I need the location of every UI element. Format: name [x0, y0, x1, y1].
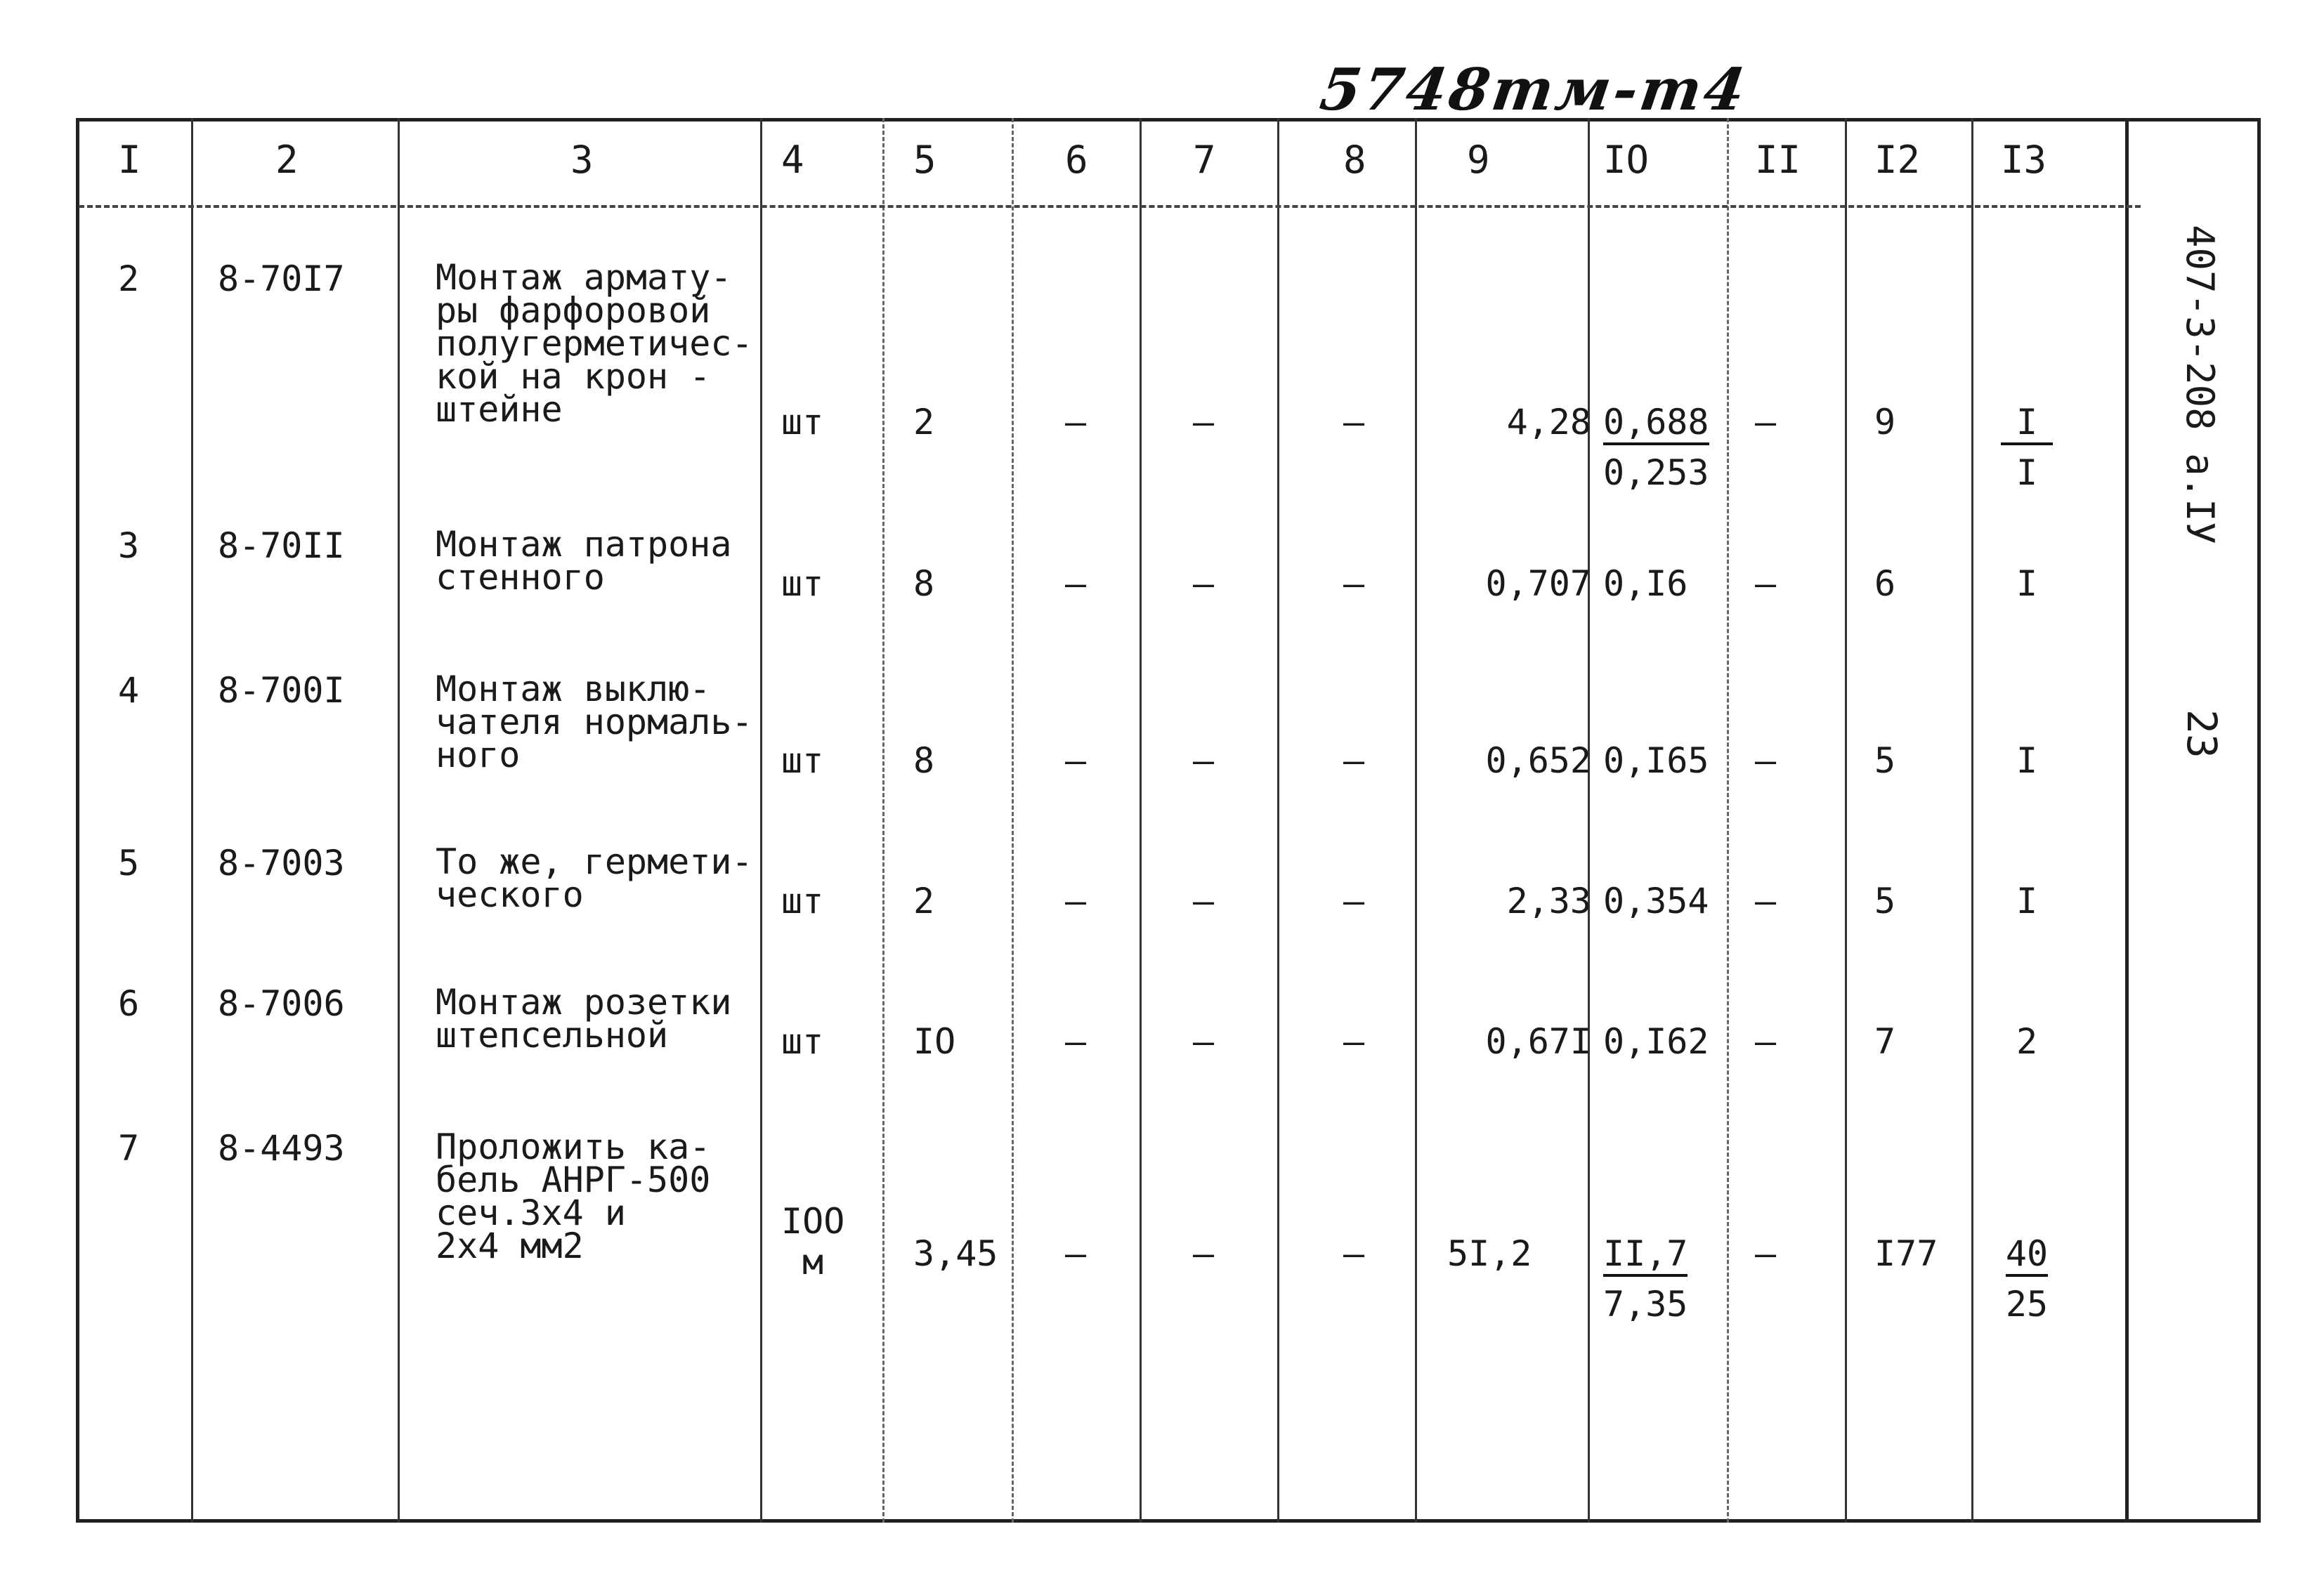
col-7-value: –	[1193, 740, 1215, 781]
fraction-denominator: 7,35	[1603, 1284, 1688, 1325]
col-11-value: –	[1755, 740, 1777, 781]
project-code: 407-3-208 а.IУ	[2178, 225, 2222, 545]
col-13-value: I	[2016, 881, 2038, 921]
col-11-value: –	[1755, 1233, 1777, 1274]
header-col-9: 9	[1467, 138, 1490, 182]
unit: шт	[781, 881, 824, 921]
col-9-value: 4,28	[1506, 402, 1591, 442]
unit-line-1: IOO	[781, 1201, 845, 1242]
column-divider	[760, 118, 762, 1523]
row-number: 3	[118, 525, 140, 566]
unit-line-2: м	[802, 1242, 824, 1282]
header-col-8: 8	[1343, 138, 1366, 182]
col-9-value: 0,67I	[1485, 1021, 1591, 1062]
fraction-denominator: I	[2016, 452, 2038, 493]
col-8-value: –	[1343, 1233, 1365, 1274]
quantity: IO	[913, 1021, 956, 1062]
col-7-value: –	[1193, 881, 1215, 921]
col-12-value: 6	[1874, 563, 1896, 604]
page-number: 23	[2178, 709, 2226, 759]
col-9-value: 0,652	[1485, 740, 1591, 781]
col-13-fraction	[1988, 1233, 2065, 1325]
col-6-value: –	[1065, 881, 1087, 921]
header-col-1: I	[118, 138, 141, 182]
col-13-value: I	[2016, 740, 2038, 781]
unit	[781, 1201, 845, 1282]
rate-code: 8-70I7	[218, 258, 345, 299]
table-frame	[76, 118, 2261, 1523]
fraction-numerator: 40	[2006, 1236, 2048, 1277]
header-col-7: 7	[1193, 138, 1216, 182]
col-6-value: –	[1065, 740, 1087, 781]
rate-code: 8-700I	[218, 670, 345, 711]
col-12-value: I77	[1874, 1233, 1938, 1274]
col-8-value: –	[1343, 881, 1365, 921]
row-number: 4	[118, 670, 140, 711]
col-13-value: 2	[2016, 1021, 2038, 1062]
col-6-value: –	[1065, 1021, 1087, 1062]
fraction-numerator: I	[2001, 405, 2053, 445]
header-col-12: I2	[1874, 138, 1921, 182]
quantity: 2	[913, 881, 935, 921]
column-divider	[1140, 118, 1142, 1523]
header-col-10: IO	[1603, 138, 1650, 182]
col-8-value: –	[1343, 402, 1365, 442]
col-13-fraction	[1988, 402, 2065, 493]
row-number: 6	[118, 983, 140, 1024]
col-6-value: –	[1065, 563, 1087, 604]
col-10-value: 0,I62	[1603, 1021, 1709, 1062]
column-divider	[398, 118, 400, 1523]
col-8-value: –	[1343, 740, 1365, 781]
col-8-value: –	[1343, 563, 1365, 604]
work-description: Монтаж патрона стенного	[436, 524, 732, 598]
col-10-fraction	[1603, 1233, 1688, 1325]
rate-code: 8-4493	[218, 1128, 345, 1169]
column-divider	[1971, 118, 1973, 1523]
col-7-value: –	[1193, 1021, 1215, 1062]
col-11-value: –	[1755, 563, 1777, 604]
column-divider	[1845, 118, 1847, 1523]
col-12-value: 7	[1874, 1021, 1896, 1062]
column-divider	[1012, 118, 1014, 1523]
rate-code: 8-7003	[218, 843, 345, 884]
col-6-value: –	[1065, 402, 1087, 442]
header-separator	[79, 205, 2141, 208]
header-col-3: 3	[570, 138, 594, 182]
quantity: 2	[913, 402, 935, 442]
unit: шт	[781, 563, 824, 604]
col-12-value: 5	[1874, 740, 1896, 781]
col-12-value: 5	[1874, 881, 1896, 921]
rate-code: 8-7006	[218, 983, 345, 1024]
work-description: Монтаж армату- ры фарфоровой полугерметичес- кой на крон - штейне	[436, 257, 753, 430]
column-divider	[1415, 118, 1417, 1523]
col-9-value: 2,33	[1506, 881, 1591, 921]
column-divider	[1588, 118, 1590, 1523]
unit: шт	[781, 740, 824, 781]
header-col-4: 4	[781, 138, 804, 182]
col-9-value: 5I,2	[1447, 1233, 1532, 1274]
col-10-fraction	[1603, 402, 1709, 493]
fraction-numerator: 0,688	[1603, 405, 1709, 445]
col-13-value: I	[2016, 563, 2038, 604]
header-col-13: I3	[2001, 138, 2047, 182]
column-divider	[191, 118, 193, 1523]
fraction-denominator: 25	[2005, 1284, 2049, 1325]
col-11-value: –	[1755, 881, 1777, 921]
quantity: 3,45	[913, 1233, 998, 1274]
column-divider	[882, 118, 884, 1523]
unit: шт	[781, 1021, 824, 1062]
column-divider	[1277, 118, 1279, 1523]
quantity: 8	[913, 740, 935, 781]
col-11-value: –	[1755, 402, 1777, 442]
header-col-6: 6	[1065, 138, 1088, 182]
unit: шт	[781, 402, 824, 442]
work-description: Монтаж розетки штепсельной	[436, 982, 732, 1056]
fraction-numerator: II,7	[1603, 1236, 1687, 1277]
col-10-value: 0,354	[1603, 881, 1709, 921]
col-12-value: 9	[1874, 402, 1896, 442]
work-description: То же, гермети- ческого	[436, 841, 753, 915]
quantity: 8	[913, 563, 935, 604]
work-description: Проложить ка- бель АНРГ-500 сеч.3х4 и 2х4 мм2	[436, 1127, 711, 1266]
col-7-value: –	[1193, 402, 1215, 442]
col-7-value: –	[1193, 563, 1215, 604]
work-description: Монтаж выклю- чателя нормаль- ного	[436, 669, 753, 775]
col-11-value: –	[1755, 1021, 1777, 1062]
document-number: 5748тм-т4	[1316, 56, 1752, 124]
fraction-denominator: 0,253	[1603, 452, 1709, 493]
col-10-value: 0,I65	[1603, 740, 1709, 781]
rate-code: 8-70II	[218, 525, 345, 566]
header-col-5: 5	[913, 138, 936, 182]
column-divider	[1727, 118, 1729, 1523]
col-9-value: 0,707	[1485, 563, 1591, 604]
row-number: 5	[118, 843, 140, 884]
margin-divider	[2125, 118, 2129, 1523]
col-10-value: 0,I6	[1603, 563, 1688, 604]
col-8-value: –	[1343, 1021, 1365, 1062]
col-6-value: –	[1065, 1233, 1087, 1274]
row-number: 2	[118, 258, 140, 299]
header-col-11: II	[1755, 138, 1801, 182]
col-7-value: –	[1193, 1233, 1215, 1274]
row-number: 7	[118, 1128, 140, 1169]
header-col-2: 2	[275, 138, 299, 182]
